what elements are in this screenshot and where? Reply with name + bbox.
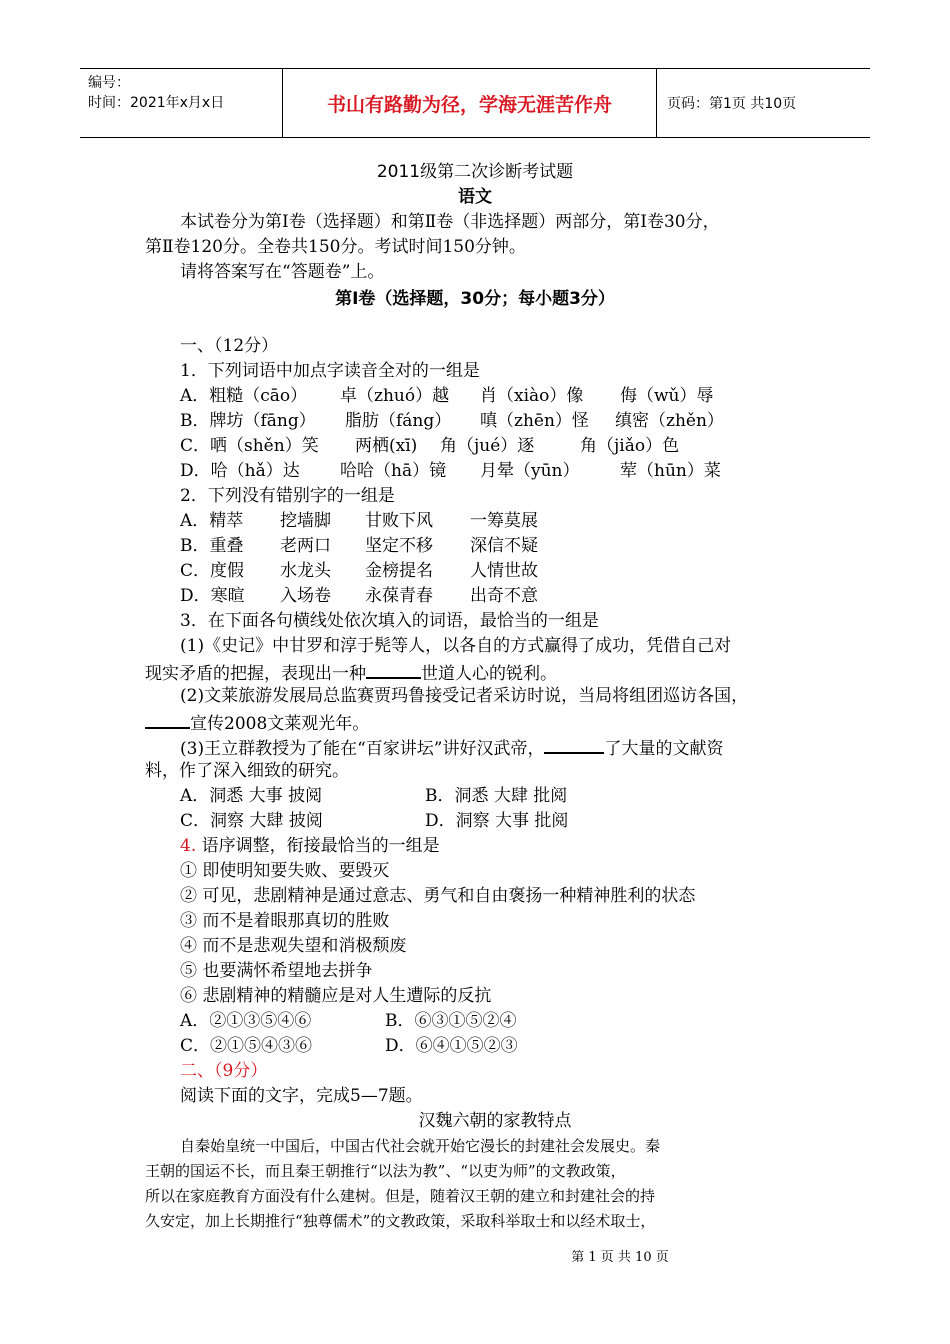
answer-blank[interactable] [544,736,604,754]
q4-item: ④ 而不是悲观失望和消极颓废 [180,936,407,956]
q2-stem: 2．下列没有错别字的一组是 [180,486,395,506]
section1-heading: 一、（12分） [180,336,279,356]
q3-sentence1-b: 现实矛盾的把握，表现出一种 世道人心的锐利。 [145,661,557,684]
article-paragraph-line: 久安定，加上长期推行“独尊儒术”的文教政策，采取科举取士和以经术取士， [145,1212,656,1230]
q3-option-a: A．洞悉 大事 披阅 [180,786,323,806]
answer-blank[interactable] [145,711,190,729]
article-title: 汉魏六朝的家教特点 [418,1111,572,1131]
q3-sentence1-a: (1)《史记》中甘罗和淳于髡等人，以各自的方式赢得了成功，凭借自己对 [180,636,732,656]
header-motto: 书山有路勤为径，学海无涯苦作舟 [282,69,657,137]
section2-instruction: 阅读下面的文字，完成5—7题。 [180,1086,423,1106]
q1-stem: 1．下列词语中加点字读音全对的一组是 [180,361,480,381]
q4-item: ① 即使明知要失败、要毁灭 [180,861,390,881]
document-number-label: 编号： [88,75,130,91]
q3-option-d: D．洞察 大事 批阅 [425,811,569,831]
answer-blank[interactable] [366,661,421,679]
article-paragraph-line: 所以在家庭教育方面没有什么建树。但是，随着汉王朝的建立和封建社会的持 [145,1187,656,1205]
q3-sentence2-b: 宣传2008文莱观光年。 [145,711,369,734]
q4-item: ⑥ 悲剧精神的精髓应是对人生遭际的反抗 [180,986,492,1006]
q3-stem: 3．在下面各句横线处依次填入的词语，最恰当的一组是 [180,611,599,631]
exam-title: 2011级第二次诊断考试题 [376,162,574,182]
q4-option-d: D．⑥④①⑤②③ [385,1036,518,1056]
header-page-label: 页码：第1页 共10页 [667,96,797,112]
q4-option-a: A．②①③⑤④⑥ [180,1011,312,1031]
q4-option-c: C．②①⑤④③⑥ [180,1036,313,1056]
intro-line-1: 本试卷分为第Ⅰ卷（选择题）和第Ⅱ卷（非选择题）两部分，第Ⅰ卷30分， [180,212,720,232]
q4-option-b: B．⑥③①⑤②④ [385,1011,517,1031]
section2-heading: 二、（9分） [180,1061,268,1081]
article-paragraph-line: 王朝的国运不长，而且秦王朝推行“以法为教”、“以吏为师”的文教政策， [145,1162,626,1180]
exam-subject: 语文 [458,187,492,207]
q4-item: ⑤ 也要满怀希望地去拼争 [180,961,373,981]
q4-item: ③ 而不是着眼那真切的胜败 [180,911,390,931]
q4-item: ② 可见，悲剧精神是通过意志、勇气和自由褒扬一种精神胜利的状态 [180,886,696,906]
part1-heading: 第Ⅰ卷（选择题，30分；每小题3分） [335,289,615,309]
header-meta [80,69,282,137]
q3-option-b: B．洞悉 大肆 批阅 [425,786,568,806]
q3-sentence3-a: (3)王立群教授为了能在“百家讲坛”讲好汉武帝， 了大量的文献资 [180,736,723,759]
q3-option-c: C．洞察 大肆 披阅 [180,811,323,831]
document-date-label: 时间：2021年x月x日 [88,95,225,111]
article-paragraph-line: 自秦始皇统一中国后，中国古代社会就开始它漫长的封建社会发展史。秦 [180,1137,661,1155]
intro-line-2: 第Ⅱ卷120分。全卷共150分。考试时间150分钟。 [145,237,526,257]
intro-line-3: 请将答案写在“答题卷”上。 [180,262,385,282]
q3-sentence2-a: (2)文莱旅游发展局总监赛贾玛鲁接受记者采访时说，当局将组团巡访各国， [180,686,749,706]
q4-stem: 4. 语序调整，衔接最恰当的一组是 [180,836,440,856]
page-header [80,68,870,138]
page-footer: 第 1 页 共 10 页 [571,1250,669,1265]
q3-sentence3-b: 料，作了深入细致的研究。 [145,761,349,781]
